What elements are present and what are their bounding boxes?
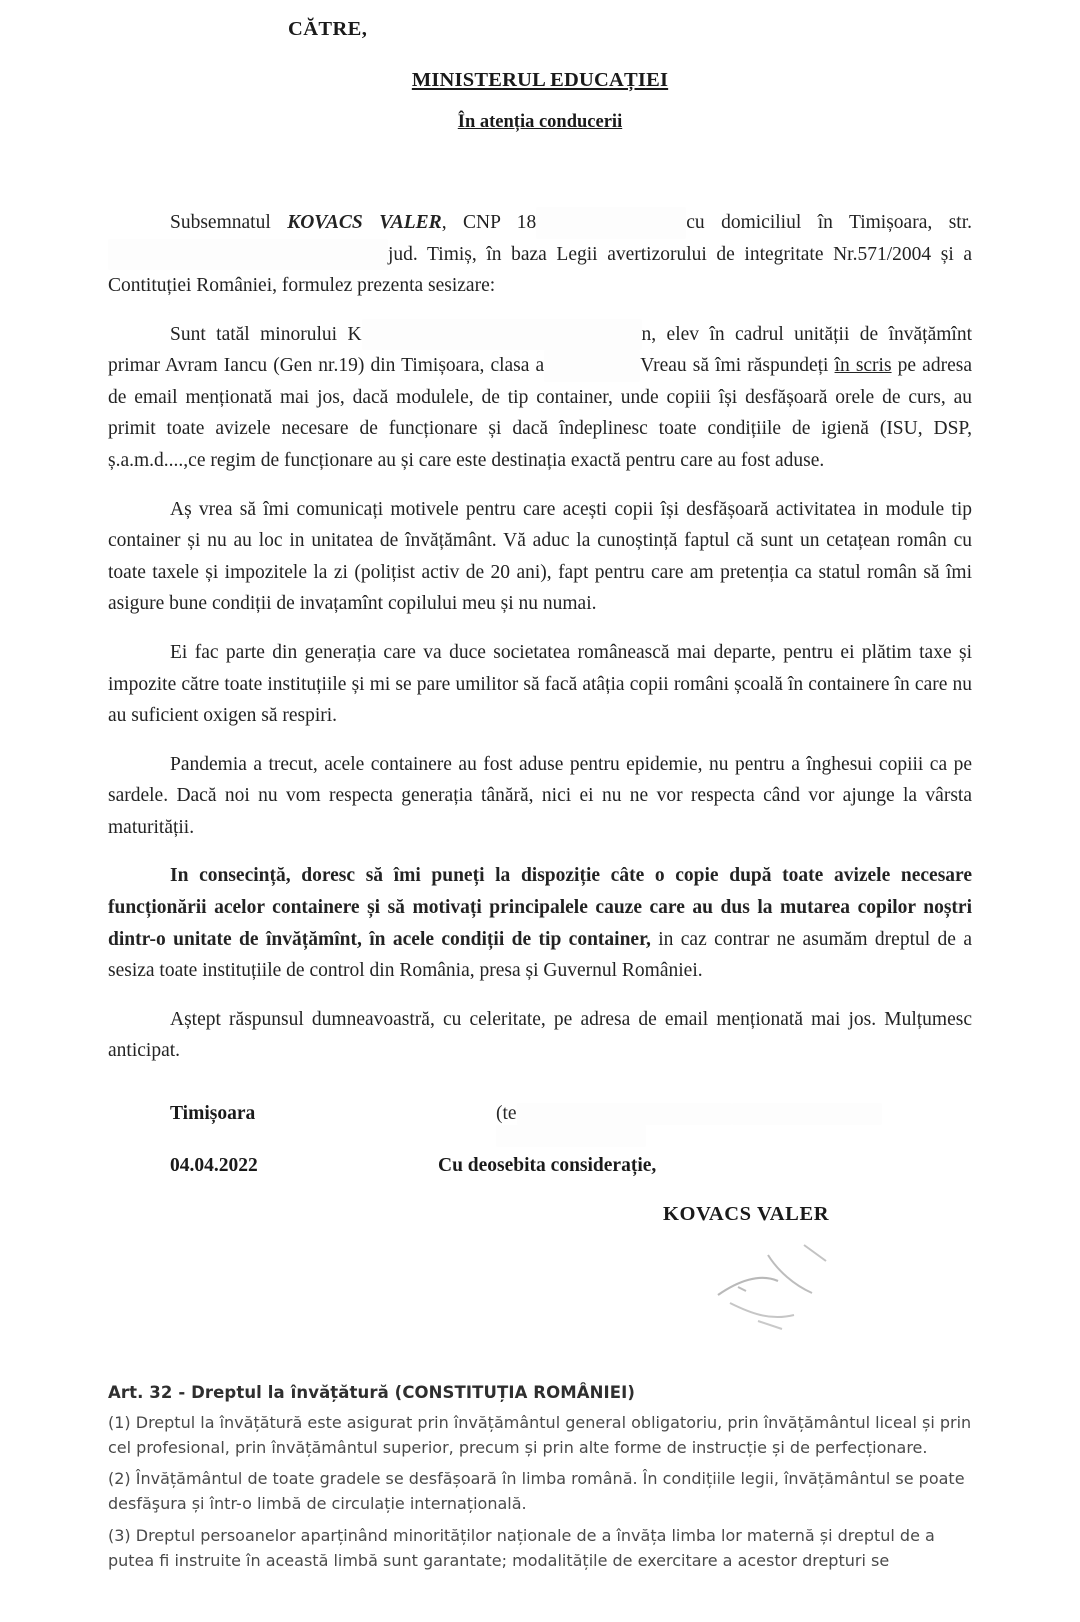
redacted-email	[732, 1103, 882, 1125]
signature-city: Timișoara	[170, 1102, 256, 1124]
demand-rest-text: in caz contrar ne asumăm dreptul de a sesiza toate instituțiile de control din România, presa și Guvernul României.	[108, 928, 972, 982]
redacted-address	[108, 239, 388, 271]
redacted-class	[544, 350, 640, 382]
paragraph-motives: Aș vrea să îmi comunicați motivele pentru care acești copii își desfășoară activitatea in module tip container și nu au loc in unitatea de învățământ. Vă aduc la cunoștință faptul că sunt un cetațean român cu toate taxele și impozitele la zi (polițist activ de 20 ani), fapt pentru care am pretenția ca statul român să îmi asigure bune condiții de invațamînt copilului meu și nu numai.	[108, 498, 972, 615]
paragraph-closing: Aștept răspunsul dumneavoastră, cu celeritate, pe adresa de email menționată mai jos. Mulțumesc anticipat.	[108, 1008, 972, 1062]
demand-bold-text: In consecință, doresc să îmi puneți la dispoziție câte o copie după toate avizele necesare funcționării acelor containere și să motivați principalele cauze care au dus la mutarea copilor noștri dintr-o unitate de învățămînt, în acele condiții de tip container,	[108, 865, 972, 950]
ministry-title	[108, 69, 972, 92]
in-writing-emphasis: în scris	[834, 355, 892, 377]
signature-regards: Cu deosebita considerație,	[438, 1154, 657, 1176]
attention-line	[108, 112, 972, 133]
signature-contact	[496, 1103, 972, 1147]
sender-name: KOVACS VALER	[287, 212, 442, 233]
redacted-cnp	[536, 207, 686, 239]
signature-name: KOVACS VALER	[663, 1202, 830, 1225]
attention-line-text: În atenția conducerii	[457, 112, 623, 132]
child-request: Vreau să îmi răspundeți	[640, 355, 835, 377]
intro-domicile: cu domiciliul în Timișoara, str.	[686, 212, 972, 233]
legal-item: (2) Învățământul de toate gradele se desfășoară în limba română. În condițiile legii, învățământul se poate desfăşura și într-o limbă de circulație internațională.	[108, 1469, 965, 1514]
signature-block	[108, 1103, 972, 1353]
redacted-extra	[496, 1125, 646, 1147]
intro-prefix: Subsemnatul	[170, 212, 288, 233]
ministry-title-text: MINISTERUL EDUCAȚIEI	[411, 69, 669, 91]
signature-date: 04.04.2022	[170, 1154, 258, 1176]
legal-item: (3) Dreptul persoanelor aparținând minorităților naționale de a învăța limba lor maternă și dreptul de a putea fi instruite în această limbă sunt garantate; modalitățile de exercitare a acestor drepturi se	[108, 1526, 935, 1570]
child-request-rest: pe adresa de email menționată mai jos, dacă modulele, de tip container, unde copiii își desfășoară orele de curs, au primit toate avizele necesare de funcționare și dacă îndeplinesc toate condițiile de igienă (ISU, DSP, ș.a.m.d....,ce regim de funcționare au și care este destinația exactă pentru care au fost aduse.	[108, 355, 972, 472]
intro-cnp: , CNP 18	[441, 212, 537, 233]
legal-item: (1) Dreptul la învățătură este asigurat prin învățământul general obligatoriu, prin învățământul liceal și prin cel profesional, prin învățământul superior, precum și prin alte forme de instrucție și de perfecționare.	[108, 1412, 972, 1457]
intro-rest: jud. Timiș, în baza Legii avertizorului de integritate Nr.571/2004 și a Contituției României, formulez prezenta sesizare:	[108, 243, 972, 297]
redacted-phone	[517, 1103, 732, 1125]
legal-title: Art. 32 - Dreptul la învățătură (CONSTITUȚIA ROMÂNIEI)	[108, 1382, 636, 1402]
paragraph-child	[108, 319, 972, 477]
redacted-child-name	[362, 319, 642, 351]
paragraph-generation: Ei fac parte din generația care va duce societatea românească mai departe, pentru ei plătim taxe și impozite către toate instituțiile și mi se pare umilitor să facă atâția copii români școală în containere în care nu au suficient oxigen să respiri.	[108, 641, 972, 727]
contact-prefix: (te	[496, 1102, 517, 1124]
recipient-label: CĂTRE,	[288, 18, 368, 40]
child-school: n, elev în cadrul unității de învățămînt primar Avram Iancu (Gen nr.19) din Timișoara, clasa a	[108, 323, 972, 377]
paragraph-pandemic: Pandemia a trecut, acele containere au fost aduse pentru epidemie, nu pentru a înghesui copiii ca pe sardele. Dacă noi nu vom respecta generația tânără, nici ei nu ne vor respecta când vor ajunge la vârsta maturității.	[108, 753, 972, 838]
paragraph-intro	[108, 207, 972, 302]
legal-excerpt	[0, 1383, 1080, 1574]
paragraph-demand	[108, 860, 972, 986]
handwritten-signature-icon	[708, 1243, 898, 1338]
child-prefix: Sunt tatăl minorului K	[170, 323, 362, 345]
